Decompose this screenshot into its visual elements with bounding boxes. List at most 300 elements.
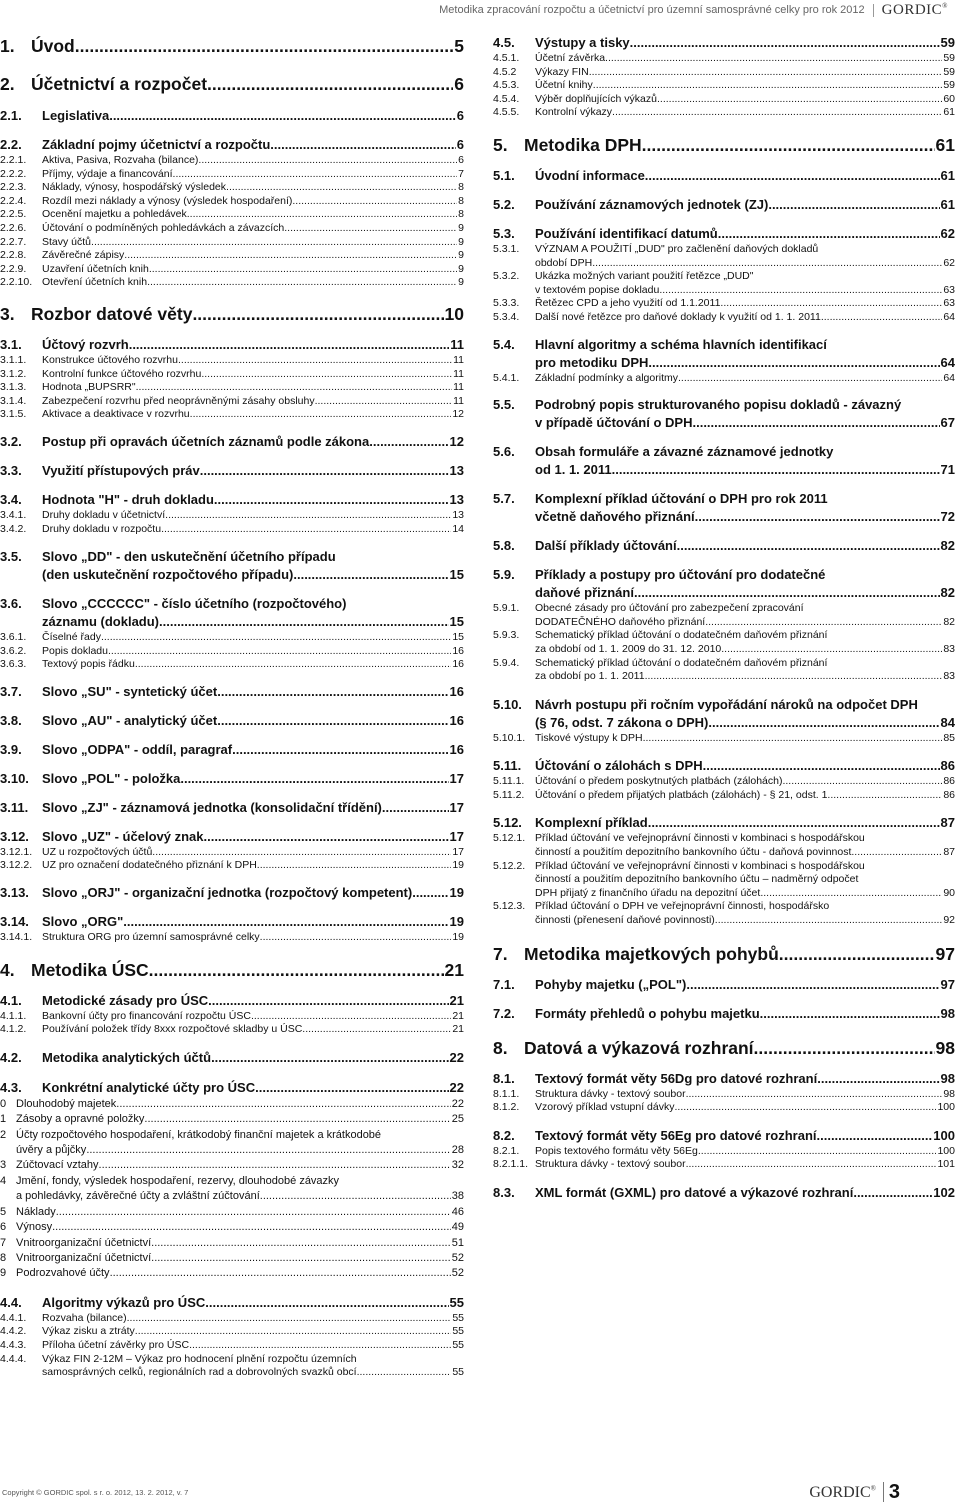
toc-entry-title: Číselné řady <box>42 631 101 644</box>
toc-entry-title: Slovo „ORJ" - organizační jednotka (rozpočtový kompetent) <box>42 885 413 901</box>
toc-entry-title-continued: pro metodiku DPH <box>535 354 649 370</box>
toc-entry-number: 3.3. <box>0 462 22 478</box>
toc-entry-page: 13 <box>452 508 464 521</box>
toc-entry-page: 11 <box>453 367 464 380</box>
toc-entry[interactable] <box>0 658 464 672</box>
toc-leader-dots <box>101 631 451 645</box>
toc-entry-number: 5.11.2. <box>493 788 525 801</box>
toc-leader-dots <box>151 1251 451 1266</box>
toc-entry[interactable] <box>0 249 464 263</box>
toc-entry-title-continued: od 1. 1. 2011 <box>535 462 612 478</box>
toc-entry-title: Zabezpečení rozvrhu před neoprávněnými zásahy obsluhy <box>42 394 315 407</box>
toc-entry-number: 2.2.8. <box>0 249 27 262</box>
toc-entry[interactable] <box>0 1097 464 1112</box>
toc-entry-page: 84 <box>940 714 955 730</box>
toc-entry-number: 8.1. <box>493 1070 515 1086</box>
toc-leader-dots <box>260 1189 451 1204</box>
toc-leader-dots <box>645 670 943 684</box>
toc-entry-number: 3.4.1. <box>0 508 27 521</box>
toc-entry-page: 8 <box>458 194 464 207</box>
toc-entry[interactable] <box>0 168 464 182</box>
toc-entry-title: Metodika majetkových pohybů <box>524 943 779 964</box>
toc-entry[interactable] <box>0 683 464 701</box>
toc-entry-number: 4.4.3. <box>0 1338 27 1351</box>
toc-entry-title: Návrh postupu při ročním vypořádání nároků na odpočet DPH <box>535 696 918 712</box>
toc-entry-number: 1 <box>0 1113 7 1126</box>
toc-leader-dots <box>686 1088 943 1102</box>
toc-entry-page: 15 <box>449 567 464 583</box>
toc-leader-dots <box>203 828 448 846</box>
toc-entry[interactable] <box>493 814 955 832</box>
toc-entry-title: Další příklady účtování <box>535 538 677 554</box>
toc-entry[interactable] <box>0 631 464 645</box>
toc-entry[interactable] <box>493 1036 955 1060</box>
toc-entry-page: 19 <box>449 885 464 901</box>
toc-entry-title: Schematický příklad účtování o dodatečném daňovém přiznání <box>535 656 828 669</box>
toc-leader-dots <box>135 1325 452 1339</box>
toc-entry-number: 5.4. <box>493 336 515 352</box>
toc-entry-title: Úvodní informace <box>535 167 645 183</box>
toc-entry-page: 61 <box>940 167 955 183</box>
toc-entry-page: 22 <box>451 1097 464 1110</box>
toc-entry[interactable] <box>0 1205 464 1220</box>
toc-entry[interactable] <box>0 1010 464 1024</box>
toc-entry-title: Úvod <box>31 36 75 56</box>
toc-entry[interactable] <box>0 222 464 236</box>
toc-leader-dots <box>686 976 939 994</box>
header-logo-mark: ® <box>942 1 948 10</box>
toc-entry[interactable] <box>493 976 955 994</box>
toc-entry[interactable] <box>0 381 464 395</box>
toc-entry[interactable] <box>0 595 464 631</box>
toc-entry-page: 8 <box>458 181 464 194</box>
toc-entry[interactable] <box>0 195 464 209</box>
toc-entry[interactable] <box>0 645 464 659</box>
toc-entry-title-continued: samosprávných celků, regionálních rad a dobrovolných svazků obcí <box>42 1366 357 1379</box>
toc-entry[interactable] <box>0 354 464 368</box>
toc-entry[interactable] <box>493 1101 955 1115</box>
toc-entry-page: 10 <box>444 303 464 324</box>
toc-entry-title: Konstrukce účtového rozvrhu <box>42 353 178 366</box>
footer-separator <box>883 1482 884 1502</box>
page-header <box>0 0 960 20</box>
toc-leader-dots <box>703 757 940 775</box>
toc-entry-number: 5.9. <box>493 567 515 583</box>
toc-entry[interactable] <box>493 1127 955 1145</box>
toc-leader-dots <box>589 66 943 80</box>
toc-entry-number: 0 <box>0 1097 7 1110</box>
header-title: Metodika zpracování rozpočtu a účetnictví pro územní samosprávné celky pro rok 2012 <box>439 4 865 16</box>
toc-entry[interactable] <box>493 1070 955 1088</box>
toc-entry-page: 87 <box>943 846 955 859</box>
toc-entry-page: 6 <box>454 74 464 94</box>
toc-entry[interactable] <box>0 1112 464 1127</box>
toc-leader-dots <box>86 1143 450 1158</box>
toc-entry[interactable] <box>0 828 464 846</box>
toc-leader-dots <box>116 1097 450 1112</box>
toc-entry-number: 3.10. <box>0 770 29 786</box>
toc-entry-page: 17 <box>449 799 464 815</box>
toc-entry-page: 85 <box>943 731 955 744</box>
toc-entry[interactable] <box>493 602 955 629</box>
toc-leader-dots <box>251 1010 451 1024</box>
toc-entry[interactable] <box>0 136 464 154</box>
toc-entry[interactable] <box>493 657 955 684</box>
toc-entry-number: 5.11.1. <box>493 775 525 788</box>
toc-entry-title: Základní podmínky a algoritmy <box>535 371 678 384</box>
toc-entry-number: 3.2. <box>0 433 22 449</box>
toc-entry-page: 98 <box>943 1087 955 1100</box>
toc-entry[interactable] <box>493 537 955 555</box>
toc-leader-dots <box>135 658 452 672</box>
toc-entry-page: 61 <box>935 134 955 155</box>
toc-entry[interactable] <box>493 34 955 52</box>
toc-leader-dots <box>207 72 453 96</box>
toc-entry-number: 1. <box>0 36 15 56</box>
toc-entry-title-continued: úvěry a půjčky <box>16 1144 87 1157</box>
toc-entry[interactable] <box>0 548 464 584</box>
toc-entry[interactable] <box>0 208 464 222</box>
toc-entry-number: 3.9. <box>0 741 22 757</box>
toc-entry-page: 55 <box>452 1338 464 1351</box>
toc-entry[interactable] <box>493 1184 955 1202</box>
toc-entry-title: Slovo „UZ" - účelový znak <box>42 828 204 844</box>
toc-entry-title: Účtování o podmíněných pohledávkách a závazcích <box>42 221 285 234</box>
toc-entry-page: 11 <box>453 381 464 394</box>
toc-entry-title: Používání identifikací datumů <box>535 225 718 241</box>
toc-entry-number: 8.1.1. <box>493 1087 520 1100</box>
toc-leader-dots <box>678 372 942 386</box>
toc-entry-page: 46 <box>451 1205 464 1218</box>
toc-entry[interactable] <box>0 1079 464 1097</box>
toc-entry[interactable] <box>0 712 464 730</box>
toc-entry[interactable] <box>493 789 955 803</box>
toc-entry[interactable] <box>0 992 464 1010</box>
toc-leader-dots <box>659 284 942 298</box>
toc-entry-number: 3.12.2. <box>0 859 33 872</box>
toc-entry-title-continued: (§ 76, odst. 7 zákona o DPH) <box>535 714 709 730</box>
toc-leader-dots <box>648 814 940 832</box>
toc-entry-number: 7 <box>0 1236 7 1249</box>
toc-leader-dots <box>208 992 448 1010</box>
toc-entry-number: 5.3.3. <box>493 297 520 310</box>
toc-entry[interactable] <box>493 167 955 185</box>
toc-entry-number: 5.12.1. <box>493 832 526 845</box>
toc-entry-number: 3.1. <box>0 336 22 352</box>
toc-entry[interactable] <box>0 336 464 354</box>
toc-leader-dots <box>190 408 452 422</box>
toc-entry-page: 22 <box>449 1079 464 1095</box>
toc-entry[interactable] <box>493 1145 955 1159</box>
toc-entry[interactable] <box>493 133 955 157</box>
toc-entry[interactable] <box>0 1236 464 1251</box>
toc-entry-page: 100 <box>933 1127 955 1143</box>
toc-leader-dots <box>698 1145 937 1159</box>
toc-entry[interactable] <box>493 1005 955 1023</box>
toc-entry[interactable] <box>493 832 955 859</box>
toc-entry[interactable] <box>493 106 955 120</box>
toc-entry-title: Slovo „CCCCCC" - číslo účetního (rozpočtového) <box>42 596 347 612</box>
toc-entry-number: 8. <box>493 1037 508 1058</box>
toc-entry-title: Vnitroorganizační účetnictví <box>16 1236 152 1249</box>
toc-leader-dots <box>593 79 943 93</box>
toc-entry-title: Využití přístupových práv <box>42 462 200 478</box>
toc-entry-page: 14 <box>452 522 464 535</box>
toc-leader-dots <box>760 1005 940 1023</box>
toc-entry-page: 86 <box>940 758 955 774</box>
toc-entry[interactable] <box>0 1266 464 1281</box>
toc-entry[interactable] <box>0 846 464 860</box>
toc-entry-title: Druhy dokladu v rozpočtu <box>42 522 162 535</box>
toc-entry[interactable] <box>493 629 955 656</box>
toc-entry[interactable] <box>0 523 464 537</box>
toc-entry-number: 5.10. <box>493 696 522 712</box>
toc-entry-title: Ocenění majetku a pohledávek <box>42 208 187 221</box>
toc-leader-dots <box>760 887 942 901</box>
toc-entry-title: Komplexní příklad <box>535 815 648 831</box>
toc-entry[interactable] <box>0 799 464 817</box>
toc-entry-page: 82 <box>943 615 955 628</box>
toc-entry[interactable] <box>0 263 464 277</box>
toc-entry-number: 5.12. <box>493 815 522 831</box>
toc-entry[interactable] <box>0 1158 464 1173</box>
toc-entry-title: Zásoby a opravné položky <box>16 1113 145 1126</box>
toc-entry[interactable] <box>0 236 464 250</box>
toc-entry-number: 4.4. <box>0 1294 22 1310</box>
toc-entry-page: 9 <box>458 262 464 275</box>
toc-entry[interactable] <box>0 1174 464 1205</box>
toc-entry-number: 5. <box>493 134 508 155</box>
page-number: 3 <box>888 1481 900 1503</box>
toc-leader-dots <box>634 584 940 602</box>
toc-entry-title: Vnitroorganizační účetnictví <box>16 1251 152 1264</box>
toc-entry-page: 16 <box>449 741 464 757</box>
toc-entry[interactable] <box>0 154 464 168</box>
toc-entry-number: 5.1. <box>493 167 515 183</box>
toc-entry[interactable] <box>0 491 464 509</box>
toc-entry[interactable] <box>0 107 464 125</box>
toc-leader-dots <box>214 491 449 509</box>
toc-entry[interactable] <box>0 408 464 422</box>
toc-leader-dots <box>161 523 451 537</box>
toc-leader-dots <box>108 645 451 659</box>
toc-leader-dots <box>109 107 456 125</box>
toc-entry[interactable] <box>0 1294 464 1312</box>
toc-entry[interactable] <box>493 1088 955 1102</box>
toc-entry[interactable] <box>493 225 955 243</box>
toc-entry-page: 12 <box>449 433 464 449</box>
toc-entry[interactable] <box>0 931 464 945</box>
toc-entry[interactable] <box>0 913 464 931</box>
toc-leader-dots <box>270 136 456 154</box>
toc-leader-dots <box>630 34 940 52</box>
toc-entry-title: Formáty přehledů o pohybu majetku <box>535 1005 760 1021</box>
toc-entry[interactable] <box>0 1325 464 1339</box>
toc-entry-title: Hodnota "H" - druh dokladu <box>42 491 214 507</box>
toc-entry[interactable] <box>0 1128 464 1159</box>
toc-leader-dots <box>99 1158 451 1173</box>
toc-entry-number: 3 <box>0 1159 7 1172</box>
toc-entry[interactable] <box>0 181 464 195</box>
toc-entry[interactable] <box>493 566 955 602</box>
toc-entry-page: 11 <box>453 394 464 407</box>
toc-entry-page: 11 <box>453 353 464 366</box>
toc-entry-number: 5.4.1. <box>493 371 520 384</box>
toc-entry-page: 87 <box>940 815 955 831</box>
toc-entry-title: Slovo „DD" - den uskutečnění účetního případu <box>42 549 336 565</box>
toc-entry[interactable] <box>493 860 955 901</box>
toc-entry[interactable] <box>0 741 464 759</box>
toc-entry-page: 19 <box>449 914 464 930</box>
toc-entry-title: Obecné zásady pro účtování pro zabezpečení zpracování <box>535 602 804 615</box>
toc-entry-title-continued: období DPH <box>535 256 593 269</box>
toc-entry[interactable] <box>493 900 955 927</box>
toc-entry-title: Příklad účtování o DPH ve veřejnoprávní činnosti, hospodářsko <box>535 900 830 913</box>
toc-entry-title: Struktura dávky - textový soubor <box>535 1087 686 1100</box>
toc-entry[interactable] <box>493 243 955 270</box>
toc-entry-number: 2.2. <box>0 137 22 152</box>
toc-entry-title: Řetězec CPD a jeho využití od 1.1.2011 <box>535 297 721 310</box>
toc-entry[interactable] <box>493 66 955 80</box>
toc-entry-page: 72 <box>940 509 955 525</box>
toc-entry-page: 9 <box>458 235 464 248</box>
toc-entry-number: 7.1. <box>493 976 515 992</box>
toc-entry-number: 5.3.2. <box>493 270 520 283</box>
toc-leader-dots <box>178 354 452 368</box>
toc-leader-dots <box>180 770 448 788</box>
toc-entry-number: 4.5.5. <box>493 106 520 119</box>
toc-entry[interactable] <box>0 34 464 58</box>
toc-entry[interactable] <box>0 368 464 382</box>
toc-entry-title-continued: činností a použitím depozitního bankovního účtu - daňová povinnost <box>535 846 852 859</box>
toc-entry[interactable] <box>493 775 955 789</box>
toc-entry[interactable] <box>0 1220 464 1235</box>
toc-entry-number: 4.4.4. <box>0 1352 27 1365</box>
toc-entry-number: 3. <box>0 303 15 324</box>
toc-entry-number: 3.4. <box>0 491 22 507</box>
toc-entry[interactable] <box>0 302 464 326</box>
toc-entry-title-continued: v textovém popise dokladu <box>535 283 660 296</box>
toc-entry-title: Komplexní příklad účtování o DPH pro rok 2011 <box>535 491 828 507</box>
toc-entry-number: 3.8. <box>0 712 22 728</box>
toc-entry-title: Hodnota „BUPSRR" <box>42 381 136 394</box>
toc-entry[interactable] <box>493 757 955 775</box>
toc-entry[interactable] <box>0 433 464 451</box>
toc-entry-page: 21 <box>452 1023 464 1036</box>
toc-entry[interactable] <box>493 297 955 311</box>
toc-entry[interactable] <box>493 443 955 479</box>
toc-leader-dots <box>592 257 942 271</box>
toc-entry-number: 2.2.6. <box>0 221 27 234</box>
toc-entry-page: 63 <box>943 297 955 310</box>
toc-entry-number: 5.10.1. <box>493 731 526 744</box>
toc-entry[interactable] <box>493 336 955 372</box>
toc-entry-number: 4.5. <box>493 35 515 50</box>
toc-entry-title: Pohyby majetku („POL") <box>535 976 687 992</box>
toc-entry[interactable] <box>0 1049 464 1067</box>
toc-entry[interactable] <box>0 958 464 982</box>
toc-entry[interactable] <box>0 1023 464 1037</box>
toc-entry-number: 3.12.1. <box>0 845 33 858</box>
toc-entry-page: 90 <box>943 886 955 899</box>
toc-entry-number: 5.3.4. <box>493 310 520 323</box>
toc-entry-title: Slovo „ODPA" - oddíl, paragraf <box>42 741 233 757</box>
toc-entry[interactable] <box>493 196 955 214</box>
toc-entry-title: Druhy dokladu v účetnictví <box>42 508 166 521</box>
toc-entry[interactable] <box>493 93 955 107</box>
header-logo: GORDIC® <box>881 1 948 18</box>
toc-entry[interactable] <box>0 395 464 409</box>
toc-entry[interactable] <box>0 72 464 96</box>
toc-entry[interactable] <box>493 311 955 325</box>
toc-entry-number: 8.2.1. <box>493 1144 520 1157</box>
toc-entry-number: 8.2.1.1. <box>493 1158 529 1171</box>
toc-leader-dots <box>782 775 942 789</box>
toc-entry-number: 5.8. <box>493 538 515 554</box>
toc-entry[interactable] <box>0 276 464 290</box>
toc-entry[interactable] <box>0 462 464 480</box>
toc-entry[interactable] <box>0 509 464 523</box>
toc-entry-page: 19 <box>452 859 464 872</box>
toc-entry-number: 6 <box>0 1221 7 1234</box>
toc-entry[interactable] <box>0 1339 464 1353</box>
toc-entry[interactable] <box>0 1353 464 1380</box>
toc-entry-number: 5 <box>0 1205 7 1218</box>
toc-leader-dots <box>110 1266 451 1281</box>
toc-entry-number: 8 <box>0 1251 7 1264</box>
toc-entry[interactable] <box>493 490 955 526</box>
toc-leader-dots <box>217 683 448 701</box>
toc-entry-title-continued: za období od 1. 1. 2009 do 31. 12. 2010 <box>535 642 722 655</box>
toc-entry[interactable] <box>493 372 955 386</box>
toc-entry-page: 64 <box>943 310 955 323</box>
toc-entry[interactable] <box>493 52 955 66</box>
toc-entry[interactable] <box>0 770 464 788</box>
toc-entry-number: 5.2. <box>493 196 515 212</box>
toc-entry-number: 3.1.3. <box>0 381 27 394</box>
toc-entry-title: Bankovní účty pro financování rozpočtu ÚSC <box>42 1009 251 1022</box>
toc-leader-dots <box>648 354 939 372</box>
toc-entry-page: 60 <box>943 92 955 105</box>
toc-leader-dots <box>124 249 457 263</box>
toc-entry-page: 13 <box>449 462 464 478</box>
toc-entry-page: 28 <box>451 1144 464 1157</box>
toc-entry-title: Popis dokladu <box>42 644 108 657</box>
toc-leader-dots <box>382 799 449 817</box>
toc-entry-number: 4.1.1. <box>0 1009 27 1022</box>
toc-entry-title: Příklad účtování ve veřejnoprávní činnosti v kombinaci s hospodářskou <box>535 859 865 872</box>
toc-entry[interactable] <box>493 732 955 746</box>
toc-entry-title-continued: DPH přijatý z finančního úřadu na depozitní účet <box>535 886 761 899</box>
toc-leader-dots <box>147 276 457 290</box>
toc-entry[interactable] <box>0 859 464 873</box>
toc-entry[interactable] <box>493 396 955 432</box>
toc-entry[interactable] <box>0 884 464 902</box>
toc-entry-title: Slovo „AU" - analytický účet <box>42 712 218 728</box>
toc-entry[interactable] <box>493 79 955 93</box>
toc-leader-dots <box>255 1079 448 1097</box>
toc-entry-title: Příloha účetní závěrky pro ÚSC <box>42 1338 190 1351</box>
toc-entry-title: Účtování o zálohách s DPH <box>535 758 703 774</box>
toc-entry[interactable] <box>493 1158 955 1172</box>
toc-entry[interactable] <box>0 1251 464 1266</box>
toc-entry[interactable] <box>493 270 955 297</box>
toc-entry[interactable] <box>493 942 955 966</box>
toc-entry[interactable] <box>493 696 955 732</box>
toc-leader-dots <box>211 1049 448 1067</box>
toc-entry[interactable] <box>0 1312 464 1326</box>
toc-leader-dots <box>817 1070 939 1088</box>
